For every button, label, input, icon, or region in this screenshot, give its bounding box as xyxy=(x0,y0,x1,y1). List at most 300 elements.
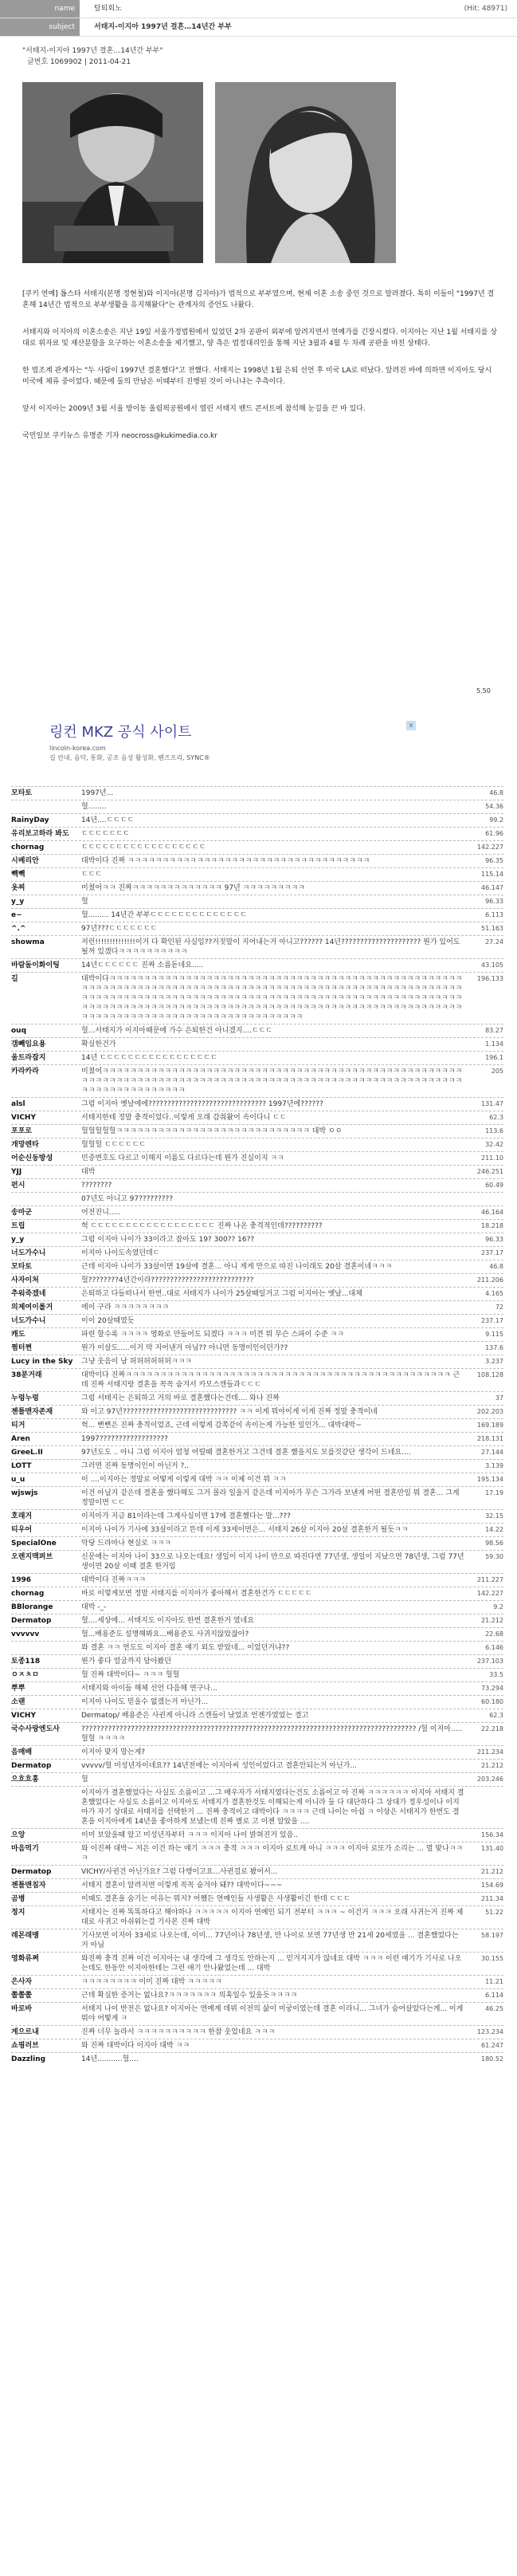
comment-author[interactable]: 으앙 xyxy=(11,1831,25,1839)
comment-ip: 62.3 xyxy=(489,1712,503,1719)
comment-row xyxy=(11,972,503,1024)
comment-author[interactable]: wjswjs xyxy=(11,1489,38,1497)
comment-author[interactable]: 유리보고하라 봐도 xyxy=(11,830,69,838)
comment-author[interactable]: YJJ xyxy=(11,1168,22,1176)
comment-author[interactable]: Aren xyxy=(11,1435,30,1443)
comment-row xyxy=(11,1300,503,1314)
comment-text: 서태지 결혼이 알려지면 이렇게 꼭꼭 숨겨야 돼?? 대박이다~~~ xyxy=(81,1882,283,1890)
comment-author[interactable]: RainyDay xyxy=(11,816,49,824)
comment-ip: 131.47 xyxy=(481,1100,503,1107)
comment-ip: 46.147 xyxy=(481,884,503,891)
comment-ip: 96.35 xyxy=(485,857,503,864)
comment-ip: 73.294 xyxy=(481,1685,503,1692)
comment-row xyxy=(11,1929,503,1952)
comment-text: 이지아 나이도 믿을수 없겠는거 아닌가... xyxy=(81,1698,209,1706)
comment-ip: 46.8 xyxy=(489,1263,503,1270)
comment-text: 파련 할수록 ㅋㅋㅋㅋ 영화로 만들어도 되겠다 ㅋㅋㅋ 미견 뭐 무슨 스파이 수준 ㅋㅋ xyxy=(81,1331,344,1339)
comment-author[interactable]: 소랜 xyxy=(11,1698,25,1706)
comment-text: 헐...서태지가 이지아때문에 가수 은퇴한건 아니겠지....ㄷㄷㄷ xyxy=(81,1027,273,1035)
comment-text: 저런!!!!!!!!!!!!!!이거 다 확인된 사실임??거짓말이 지어내는거 아니고?????? 14년????????????????????? 뭔가 있어도 될꺼 있겠다ㅋㅋㅋㅋㅋㅋㅋㅋㅋㅋ xyxy=(81,938,463,956)
comment-text: 와 이고 97년?????????????????????????????? ㅋㅋ 이게 뭐야이게 이게 진짜 정말 충격이네 xyxy=(81,1408,378,1416)
comment-author[interactable]: 젠틀맨침자 xyxy=(11,1882,46,1890)
comment-ip: 6.113 xyxy=(485,911,503,918)
comment-ip: 61.247 xyxy=(481,2042,503,2049)
comment-author[interactable]: 카라카라 xyxy=(11,1068,39,1076)
comment-row xyxy=(11,1192,503,1205)
comment-ip: 58.197 xyxy=(481,1932,503,1939)
comment-text: 헉 ㄷㄷㄷㄷㄷㄷㄷㄷㄷㄷㄷㄷㄷㄷㄷㄷㄷㄷ 진짜 나온 충격적인데?????????? xyxy=(81,1222,323,1230)
comment-text: Dermatop/ 배용준은 사귄게 아니라 스캔들이 났었죠 언젠가였었는 결고 xyxy=(81,1712,309,1720)
comment-author[interactable]: 펀시 xyxy=(11,1182,25,1190)
comment-row xyxy=(11,2002,503,2025)
comment-author[interactable]: 국수사랑엔도사 xyxy=(11,1725,60,1733)
comment-author[interactable]: 영화류쪄 xyxy=(11,1955,39,1963)
comment-ip: 211.234 xyxy=(476,1748,503,1756)
comment-author[interactable]: 빽빽 xyxy=(11,871,25,879)
comment-row xyxy=(11,1905,503,1929)
comment-author[interactable]: 송마군 xyxy=(11,1209,33,1217)
comment-ip: 3.139 xyxy=(485,1462,503,1469)
comment-ip: 237.17 xyxy=(481,1249,503,1257)
comment-text: 근데 확실한 증거는 없나요?ㅋㅋㅋㅋㅋㅋㅋ 의혹일수 있을듯ㅋㅋㅋㅋ xyxy=(81,1992,298,2000)
comment-author[interactable]: Dermatop xyxy=(11,1617,52,1625)
article-paragraph: 앞서 이지아는 2009년 3월 서울 방이동 올림픽공원에서 열린 서태지 밴드 콘서트에 참석해 눈길을 끈 바 있다. xyxy=(22,405,366,413)
comment-text: 그럼 이지아 옛날에에??????????????????????????????? 1997년에?????? xyxy=(81,1100,323,1108)
comment-text: 헐 xyxy=(81,1776,88,1784)
article-info-line: 글번호 1069902 | 2011-04-21 xyxy=(27,58,131,66)
comment-row xyxy=(11,800,503,813)
comment-author[interactable]: BBlorange xyxy=(11,1603,53,1611)
comment-author[interactable]: 뿌뿌 xyxy=(11,1685,25,1693)
ad-banner[interactable] xyxy=(49,721,416,769)
comment-ip: 22.68 xyxy=(485,1630,503,1638)
comment-ip: 1.134 xyxy=(485,1040,503,1048)
comment-ip: 61.96 xyxy=(485,830,503,837)
comment-author[interactable]: ouq xyxy=(11,1027,27,1035)
comment-text: 신문에는 이지아 나이 33으로 나오는데요! 생일이 이지 나이 만으로 따진다면 77년생, 생일이 지났으면 78년생, 그럼 77년생이면 20살 이때 결혼 한거임 xyxy=(81,1553,464,1571)
comment-ip: 60.180 xyxy=(481,1698,503,1705)
comment-ip: 205 xyxy=(491,1068,503,1075)
comment-ip: 195.134 xyxy=(476,1476,503,1483)
name-label: name xyxy=(0,0,80,18)
comment-author[interactable]: vvvvvv xyxy=(11,1630,40,1638)
comment-author[interactable]: Dermatop xyxy=(11,1762,52,1770)
comment-ip: 11.21 xyxy=(485,1978,503,1985)
comment-row xyxy=(11,1355,503,1368)
comment-ip: 51.22 xyxy=(485,1909,503,1916)
comment-row xyxy=(11,1178,503,1192)
comment-row xyxy=(11,1772,503,1786)
comment-author[interactable]: alsl xyxy=(11,1100,25,1108)
comment-text: 대박이다 진짜ㅋㅋㅋㅋㅋㅋㅋㅋㅋㅋㅋㅋㅋㅋㅋㅋㅋㅋㅋㅋㅋㅋㅋㅋㅋㅋㅋㅋㅋㅋㅋㅋㅋㅋㅋㅋㅋㅋㅋㅋㅋㅋㅋㅋㅋㅋㅋ 근데 진짜 서태지랑 결혼을 꼭꼭 숨겨서 카모스캔들과ㄷㄷㄷ xyxy=(81,1371,460,1389)
comment-text: 헐헐헐헐헐ㅋㅋㅋㅋㅋㅋㅋㅋㅋㅋㅋㅋㅋㅋㅋㅋㅋㅋㅋㅋㅋㅋㅋㅋㅋㅋㅋㅋ 대박 ㅇㅇ xyxy=(81,1127,343,1135)
comment-row xyxy=(11,1473,503,1486)
comment-text: 와 결혼 ㅋㅋ 연도도 이지아 결혼 얘기 외도 받았네... 이었던거냐?? xyxy=(81,1644,290,1652)
comment-text: 이지아 나이도속였던데ㄷ xyxy=(81,1249,160,1257)
comment-row xyxy=(11,1627,503,1641)
comment-author[interactable]: 호래거 xyxy=(11,1512,33,1520)
comment-row xyxy=(11,1536,503,1550)
comment-text: 이 ....이지아는 정말로 어떻게 이렇게 대박 ㅋㅋ 이제 이건 뭐 ㅋㅋ xyxy=(81,1476,287,1484)
comment-author[interactable]: 1996 xyxy=(11,1576,32,1584)
comment-row xyxy=(11,1745,503,1759)
comment-text: 헉... 뻔뻔은 진짜 충격이었죠, 근데 이렇게 감쪽같이 속이는게 가능한 일인가... 대박대박~ xyxy=(81,1422,362,1430)
comment-row xyxy=(11,1037,503,1051)
article-title-line: "서태지-이지아 1997년 결혼…14년간 부부" xyxy=(22,47,163,55)
comment-author[interactable]: 갬빼임요용 xyxy=(11,1040,46,1048)
comment-row xyxy=(11,1722,503,1745)
comment-ip: 43.105 xyxy=(481,962,503,969)
comment-row xyxy=(11,922,503,935)
comment-text: 악당 드라마나 현실로 ㅋㅋㅋ xyxy=(81,1540,171,1548)
comment-row xyxy=(11,2052,503,2066)
comment-row xyxy=(11,1641,503,1654)
comment-author[interactable]: 으흐흐흥 xyxy=(11,1776,39,1784)
comment-author[interactable]: 누렁누렁 xyxy=(11,1394,39,1402)
comment-author[interactable]: 울트라잡지 xyxy=(11,1054,46,1062)
comment-text: 미쳤어ㅋㅋㅋㅋㅋㅋㅋㅋㅋㅋㅋㅋㅋㅋㅋㅋㅋㅋㅋㅋㅋㅋㅋㅋㅋㅋㅋㅋㅋㅋㅋㅋㅋㅋㅋㅋㅋㅋㅋㅋㅋㅋㅋㅋㅋㅋㅋㅋㅋㅋㅋㅋㅋㅋㅋㅋㅋㅋㅋㅋㅋㅋㅋㅋㅋㅋㅋㅋㅋㅋㅋㅋㅋㅋㅋㅋㅋㅋㅋㅋㅋㅋㅋㅋㅋㅋㅋㅋㅋㅋㅋㅋㅋㅋㅋㅋㅋㅋㅋㅋㅋㅋㅋㅋㅋㅋㅋㅋㅋㅋㅋㅋㅋㅋㅋㅋㅋㅋㅋㅋㅋㅋ xyxy=(81,1068,463,1095)
comment-author[interactable]: 개망렌타 xyxy=(11,1141,39,1149)
comment-author[interactable]: Dazzling xyxy=(11,2055,46,2063)
comment-ip: 131.40 xyxy=(481,1845,503,1852)
comment-text: 이건 아닐거 같은데 결혼을 했다해도 그거 몰라 일을거 같은데 이지아가 무슨 그가라 보낸게 어떤 결혼만일 뭐 결혼... 그게 정말이면 ㄷㄷ xyxy=(81,1489,462,1507)
comment-text: 서태지와 아이들 해체 선언 다음해 연구나... xyxy=(81,1685,217,1693)
comment-text: 민중변호도 다르고 이해지 이름도 다르다는데 뭔가 진실이지 ㅋㅋ xyxy=(81,1154,284,1162)
comment-author[interactable]: 티거 xyxy=(11,1422,25,1430)
comment-author[interactable]: ^.^ xyxy=(11,925,26,933)
comment-row xyxy=(11,895,503,908)
comment-author[interactable]: VICHY xyxy=(11,1114,36,1122)
comment-author[interactable]: y_y xyxy=(11,1236,25,1244)
comment-ip: 113.6 xyxy=(485,1127,503,1135)
comment-author[interactable]: 곰병 xyxy=(11,1895,25,1903)
comment-ip: 211.10 xyxy=(481,1154,503,1162)
comment-row xyxy=(11,1024,503,1037)
comment-author[interactable]: 의제여이롤거 xyxy=(11,1304,53,1312)
ad-close-icon[interactable]: x xyxy=(406,721,416,730)
comment-row xyxy=(11,1124,503,1138)
comment-text: 14년 ㄷㄷㄷㄷㄷㄷㄷㄷㄷㄷㄷㄷㄷㄷㄷㄷㄷ xyxy=(81,1054,217,1062)
comment-text: 그럼 서태지는 은퇴하고 거의 바로 결혼했다는건데.... 와나 진짜 xyxy=(81,1394,280,1402)
comment-ip: 32.15 xyxy=(485,1512,503,1520)
comment-row xyxy=(11,1523,503,1536)
comment-text: 이미 보았을때 알고 미성년자부터 ㅋㅋㅋ 이지아 나이 밝혀진거 있음.. xyxy=(81,1831,299,1839)
comment-text: 14년...........헐.... xyxy=(81,2055,139,2063)
comment-row xyxy=(11,1892,503,1905)
comment-author[interactable]: 추워죽겠네 xyxy=(11,1290,46,1298)
comment-author[interactable]: 38분거래 xyxy=(11,1371,42,1379)
comment-author[interactable]: 모타토 xyxy=(11,789,33,797)
comment-ip: 33.5 xyxy=(489,1671,503,1678)
comment-text: 헐 xyxy=(81,898,88,906)
comment-ip: 237.17 xyxy=(481,1317,503,1324)
comment-text: 서태지 나이 반전은 없나요? 이지아는 연예계 데뷔 이전의 삶이 미궁이였는데 결혼 이라니... 그녀가 숨어살았다는게... 이게 뭐야 어떻게 ㅋ xyxy=(81,2005,466,2023)
comment-author[interactable]: GreeL.II xyxy=(11,1449,43,1457)
subject-title: 서태지-이지아 1997년 결혼…14년간 부부 xyxy=(94,23,232,31)
comment-row xyxy=(11,1573,503,1587)
comment-ip: 142.227 xyxy=(476,844,503,851)
comment-author[interactable]: u_u xyxy=(11,1476,25,1484)
comment-text: 그럼 이지아 나이가 33이라고 잡아도 19? 300?? 16?? xyxy=(81,1236,255,1244)
comment-text: 바로 이렇게보면 정말 서태지를 이지아가 좋아해서 결혼한건가 ㄷㄷㄷㄷㄷ xyxy=(81,1590,312,1598)
comment-ip: 9.2 xyxy=(493,1603,503,1610)
comment-text: 1997?????????????????? xyxy=(81,1435,168,1443)
comment-text: 이지아가 결혼했었다는 사실도 소름이고 ...그 배우자가 서태지였다는건도 소름이고 아 진짜 ㅋㅋㅋㅋㅋㅋ 이지아 서태지 결혼했었다는 사실도 소름이고 이지아도 서태지가 결혼한것도 이해되는게 아니라 둘 다 대단하다 그 상대가 정우성이나 이지아가 자기 상대로 서태지를 선택한거 ... 진짜 충격이고 대박이다 ㅋㅋㅋㅋ 근데 나이는 아쉽 ㅋ 이상은 서태지가 한번도 결혼을 이지아에게 14년을 좋아하게 보냈는데 진짜 별로 고 이젠 알았을 .... xyxy=(81,1789,464,1826)
comment-row xyxy=(11,827,503,840)
author-name[interactable]: 탈퇴회노 xyxy=(94,5,122,13)
comment-ip: 99.2 xyxy=(489,816,503,824)
comment-ip: 21.212 xyxy=(481,1617,503,1624)
comment-author[interactable]: 너도가수니 xyxy=(11,1317,46,1325)
comment-text: 헐 진짜 대박이다~ ㅋㅋㅋ 헐헐 xyxy=(81,1671,180,1679)
comment-text: ???????????????????????????????????????????????????????????????????????????????????????? /헐 이지아.....헐헐 ㅋㅋㅋㅋ xyxy=(81,1725,463,1743)
comment-author[interactable]: Dermatop xyxy=(11,1868,52,1876)
comment-text: 미쳤어ㅋㅋ 진짜ㅋㅋㅋㅋㅋㅋㅋㅋㅋㅋㅋㅋㅋ 97년 ㅋㅋㅋㅋㅋㅋㅋㅋㅋ xyxy=(81,884,305,892)
comment-author[interactable]: 레몬래맹 xyxy=(11,1932,39,1940)
comment-ip: 32.42 xyxy=(485,1141,503,1148)
comment-row xyxy=(11,1432,503,1445)
comment-ip: 108.128 xyxy=(476,1371,503,1378)
comment-text: 14년ㄷㄷㄷㄷㄷㄷ 진짜 소름돋네요..... xyxy=(81,962,204,969)
comment-text: 진짜 너무 놀라서 ㅋㅋㅋㅋㅋㅋㅋㅋㅋㅋ 한참 웃었네요 ㅋㅋㅋ xyxy=(81,2028,276,2036)
comment-text: 이지아 맞지 말는게? xyxy=(81,1748,146,1756)
comment-ip: 17.19 xyxy=(485,1489,503,1496)
comment-row xyxy=(11,1550,503,1573)
comment-text: 와진짜 충격 진짜 이건 이지아는 내 생각에 그 생각도 안하는지 ... 믿겨지지가 않네요 대박 ㅋㅋㅋ 이런 얘기가 기사로 나오는데도 한동안 이지아한테는 그런 애기 안나왔었는데 ... 대박 xyxy=(81,1955,462,1972)
comment-ip: 21.212 xyxy=(481,1868,503,1875)
comment-row xyxy=(11,1975,503,1988)
comment-author[interactable]: 너도가수니 xyxy=(11,1249,46,1257)
comment-row xyxy=(11,1654,503,1668)
ad-title[interactable]: 링컨 MKZ 공식 사이트 xyxy=(49,724,192,741)
comment-ip: 169.189 xyxy=(476,1422,503,1429)
comment-row xyxy=(11,1865,503,1878)
comment-text: 헐????????4년간이라??????????????????????????? xyxy=(81,1276,254,1284)
comment-ip: 37 xyxy=(495,1394,503,1402)
comment-row xyxy=(11,786,503,800)
comment-text: 뭔가 이살도.....이거 막 지어낸거 아님?? 아니면 동명이인이던가?? xyxy=(81,1344,288,1352)
comment-ip: 27.24 xyxy=(485,938,503,946)
comment-author[interactable]: e~ xyxy=(11,911,22,919)
comment-author[interactable]: 사자이처 xyxy=(11,1276,39,1284)
comment-author[interactable]: 옷찌 xyxy=(11,884,25,892)
comment-ip: 211.227 xyxy=(476,1576,503,1583)
comment-text: 헐헐헐 ㄷㄷㄷㄷㄷㄷ xyxy=(81,1141,147,1149)
comment-author[interactable]: 길 xyxy=(11,975,18,983)
comment-ip: 46.8 xyxy=(489,789,503,796)
hit-count: (Hit: 48971) xyxy=(464,5,507,13)
comment-row xyxy=(11,867,503,881)
comment-ip: 154.69 xyxy=(481,1882,503,1889)
comment-author[interactable]: ㅇㅈㅊㅁ xyxy=(11,1671,39,1679)
comment-row xyxy=(11,1668,503,1681)
comment-ip: 22.218 xyxy=(481,1725,503,1732)
comment-text: 대박이다 진짜ㅋㅋㅋ xyxy=(81,1576,147,1584)
comment-author[interactable]: 오렌지맥퍼브 xyxy=(11,1553,53,1561)
comment-row xyxy=(11,1233,503,1246)
comment-text: 대박 xyxy=(81,1168,96,1176)
comment-ip: 72 xyxy=(495,1304,503,1311)
comment-author[interactable]: SpecialOne xyxy=(11,1540,57,1548)
comment-author[interactable]: 음매배 xyxy=(11,1748,33,1756)
comment-ip: 18.218 xyxy=(481,1222,503,1229)
comment-text: 근데 이지아 나이가 33살이면 19살에 결혼... 아니 게게 만으로 따진 나이래도 20살 결혼이네ㅋㅋㅋ xyxy=(81,1263,393,1271)
comment-author[interactable]: 젠틀맨자존재 xyxy=(11,1408,53,1416)
comment-text: 와 진짜 대박이다 이지아 대박 ㅋㅋ xyxy=(81,2042,190,2050)
comment-row xyxy=(11,840,503,854)
comment-author[interactable]: 모타토 xyxy=(11,1263,33,1271)
comment-ip: 123.234 xyxy=(476,2028,503,2035)
comment-text: 헐...배용준도 설명해봐요...배용준도 사귀지않았잖아? xyxy=(81,1630,249,1638)
article-paragraph: 서태지와 이지아의 이혼소송은 지난 19일 서울가정법원에서 있었던 2차 공판이 외부에 알려지면서 연예가를 긴장시켰다. 이지아는 지난 1월 서태지를 상대로 위자료 및 재산분할을 요구하는 이혼소송을 제기했고, 양 측은 법정대리인을 통해 지난 3월과 4월 두 차례 공판을 마친 상태다. xyxy=(22,328,498,348)
comment-row xyxy=(11,1709,503,1722)
comment-row xyxy=(11,1260,503,1273)
comment-row xyxy=(11,1287,503,1300)
comment-author[interactable]: 어순신동방성 xyxy=(11,1154,53,1162)
comment-ip: 115.14 xyxy=(481,871,503,878)
comment-text: 14년....ㄷㄷㄷㄷ xyxy=(81,816,135,824)
comment-row xyxy=(11,1051,503,1064)
comment-row xyxy=(11,1681,503,1695)
comment-text: 서태지한테 정말 충격이었다..이렇게 오래 감춰왔어 속이다니 ㄷㄷ xyxy=(81,1114,287,1122)
ad-url[interactable]: lincoln-korea.com xyxy=(49,745,106,752)
comment-row xyxy=(11,1786,503,1828)
comment-author[interactable]: 마음먹기 xyxy=(11,1845,39,1853)
comment-row xyxy=(11,1988,503,2002)
comment-row xyxy=(11,1138,503,1151)
comment-ip: 83.27 xyxy=(485,1027,503,1034)
comment-author[interactable]: 티우어 xyxy=(11,1526,33,1534)
comment-list xyxy=(11,786,503,2066)
subject-label: subject xyxy=(0,18,80,36)
comment-row xyxy=(11,1246,503,1260)
comment-author[interactable]: 게으르내 xyxy=(11,2028,39,2036)
comment-row xyxy=(11,1600,503,1614)
comment-author[interactable]: chornag xyxy=(11,1590,45,1598)
comment-author[interactable]: 은사자 xyxy=(11,1978,33,1986)
comment-ip: 218.131 xyxy=(476,1435,503,1442)
comment-text: 07년도 아니고 97????????? xyxy=(81,1195,174,1203)
article-body xyxy=(22,289,500,458)
comment-row xyxy=(11,1459,503,1473)
comment-text: ㄷㄷㄷㄷㄷㄷㄷㄷㄷㄷㄷㄷㄷㄷㄷㄷㄷㄷ xyxy=(81,844,206,851)
comment-author[interactable]: Lucy in the Sky xyxy=(11,1358,73,1366)
comment-ip: 46.25 xyxy=(485,2005,503,2012)
comment-row xyxy=(11,2025,503,2039)
comment-ip: 54.36 xyxy=(485,803,503,810)
comment-text: 대박 -_- xyxy=(81,1603,107,1611)
comment-author[interactable]: 바로바 xyxy=(11,2005,33,2013)
comment-ip: 246.251 xyxy=(476,1168,503,1175)
comment-author[interactable]: 바람돌이화이팅 xyxy=(11,962,60,969)
comment-ip: 60.49 xyxy=(485,1182,503,1189)
comment-author[interactable]: 정지 xyxy=(11,1909,25,1917)
comment-author[interactable]: VICHY xyxy=(11,1712,36,1720)
comment-text: 97년도도 .. 아니 그럼 이지아 엄청 어릴때 결혼한거고 그건데 결혼 했을지도 모를것같단 생각이 드네요.... xyxy=(81,1449,411,1457)
comment-row xyxy=(11,1273,503,1287)
comment-text: 그러면 진짜 동명이인이 아닌거 ?.. xyxy=(81,1462,189,1470)
comment-author[interactable]: 포포로 xyxy=(11,1127,33,1135)
comment-ip: 46.164 xyxy=(481,1209,503,1216)
comment-ip: 21.212 xyxy=(481,1762,503,1769)
comment-text: 대박이다ㅋㅋㅋㅋㅋㅋㅋㅋㅋㅋㅋㅋㅋㅋㅋㅋㅋㅋㅋㅋㅋㅋㅋㅋㅋㅋㅋㅋㅋㅋㅋㅋㅋㅋㅋㅋㅋㅋㅋㅋㅋㅋㅋㅋㅋㅋㅋㅋㅋㅋㅋㅋㅋㅋㅋㅋㅋㅋㅋㅋㅋㅋㅋㅋㅋㅋㅋㅋㅋㅋㅋㅋㅋㅋㅋㅋㅋㅋㅋㅋㅋㅋㅋㅋㅋㅋㅋㅋㅋㅋㅋㅋㅋㅋㅋㅋㅋㅋㅋㅋㅋㅋㅋㅋㅋㅋㅋㅋㅋㅋㅋㅋㅋㅋㅋㅋㅋㅋㅋㅋㅋㅋㅋㅋㅋㅋㅋㅋㅋㅋㅋㅋㅋㅋㅋㅋㅋㅋㅋㅋㅋㅋㅋㅋㅋㅋㅋㅋㅋㅋㅋㅋㅋㅋㅋㅋㅋㅋㅋㅋㅋㅋㅋㅋㅋㅋㅋㅋㅋㅋㅋㅋㅋㅋㅋㅋㅋㅋㅋㅋㅋㅋㅋㅋㅋㅋㅋㅋㅋㅋㅋㅋㅋㅋㅋㅋㅋㅋㅋㅋㅋㅋㅋㅋㅋㅋㅋㅋㅋㅋㅋㅋㅋㅋㅋㅋㅋㅋㅋㅋㅋㅋㅋㅋㅋㅋㅋㅋㅋㅋㅋㅋㅋㅋㅋㅋㅋㅋㅋㅋㅋㅋㅋㅋㅋㅋㅋㅋ xyxy=(81,975,463,1021)
comment-author[interactable]: 캐도 xyxy=(11,1331,25,1339)
comment-author[interactable]: chornag xyxy=(11,844,45,851)
comment-text: 헐....세상에... 서태지도 이지아도 한번 결혼한거 였네요 xyxy=(81,1617,254,1625)
comment-ip: 30.155 xyxy=(481,1955,503,1962)
comment-author[interactable]: 쩜터쪈 xyxy=(11,1344,33,1352)
comment-row xyxy=(11,1486,503,1509)
subject-row xyxy=(0,18,517,37)
scale-badge: 5.50 xyxy=(476,687,491,694)
comment-row xyxy=(11,1341,503,1355)
comment-text: 서태지는 진짜 똑똑하다고 해야하나 ㅋㅋㅋㅋㅋ 이지아 연예인 되기 전부터 ㅋㅋㅋ ~ 이건거 ㅋㅋㅋ 오래 사귀는거 진짜 제대로 사귀고 아쉬워는걸 기사본 진짜 대박 xyxy=(81,1909,464,1926)
comment-row xyxy=(11,1327,503,1341)
comment-author[interactable]: LOTT xyxy=(11,1462,32,1470)
comment-row xyxy=(11,1111,503,1124)
comment-author[interactable]: 토종118 xyxy=(11,1658,41,1666)
comment-author[interactable]: 시베리안 xyxy=(11,857,39,865)
comment-row xyxy=(11,1878,503,1892)
comment-row xyxy=(11,881,503,895)
comment-text: VICHY/사귄건 아닌가요? 그럼 다행이고요...사귄걸로 봤어서... xyxy=(81,1868,278,1876)
comment-row xyxy=(11,958,503,972)
comment-row xyxy=(11,908,503,922)
comment-ip: 96.33 xyxy=(485,898,503,905)
comment-text: 어전진니..... xyxy=(81,1209,121,1217)
comment-text: vvvvv/헐 미성년자이네요?? 14년전에는 이지아씨 성인이었다고 결혼안되는거 아닌가... xyxy=(81,1762,357,1770)
comment-ip: 51.163 xyxy=(481,925,503,932)
comment-text: 1997년... xyxy=(81,789,114,797)
ad-description: 길 안내, 음악, 통화, 공조 음성 활성화, 핸즈프리, SYNC® xyxy=(49,754,210,761)
comment-text: ㄷㄷㄷ xyxy=(81,871,103,879)
comment-row xyxy=(11,1314,503,1327)
comment-ip: 137.6 xyxy=(485,1344,503,1351)
comment-author[interactable]: 트립 xyxy=(11,1222,25,1230)
comment-text: 이때도 결혼을 숨기는 이유는 뭐지? 어쨌든 연예인들 사생활은 사생활이긴 한데 ㄷㄷㄷ xyxy=(81,1895,351,1903)
comment-text: 이지아 나이가 기사에 33살이라고 뜬데 이게 33세이면은... 서태지 26살 이지아 20살 결혼한거 될듯ㅋㅋ xyxy=(81,1526,409,1534)
comment-author[interactable]: showma xyxy=(11,938,45,946)
comment-text: 헐........ xyxy=(81,803,107,811)
comment-text: ㅋㅋㅋㅋㅋㅋㅋㅋ 이미 진짜 대박 ㅋㅋㅋㅋㅋ xyxy=(81,1978,222,1986)
comment-ip: 98.56 xyxy=(485,1540,503,1547)
comment-text: ???????? xyxy=(81,1182,112,1190)
comment-ip: 27.144 xyxy=(481,1449,503,1456)
comment-row xyxy=(11,1151,503,1165)
comment-row xyxy=(11,1952,503,1975)
comment-text: 에이 구라 ㅋㅋㅋㅋㅋㅋㅋㅋ xyxy=(81,1304,170,1312)
comment-ip: 203.246 xyxy=(476,1776,503,1783)
comment-ip: 59.30 xyxy=(485,1553,503,1560)
comment-row xyxy=(11,1695,503,1709)
comment-text: 이지아가 지금 81이라는데 그게사실이면 17에 결혼했다는 말...??? xyxy=(81,1512,291,1520)
comment-row xyxy=(11,1614,503,1627)
comment-ip: 211.206 xyxy=(476,1276,503,1284)
comment-ip: 142.227 xyxy=(476,1590,503,1597)
comment-ip: 4.165 xyxy=(485,1290,503,1297)
comment-author[interactable]: y_y xyxy=(11,898,25,906)
comment-row xyxy=(11,1097,503,1111)
comment-author[interactable]: 쇼핑러브 xyxy=(11,2042,39,2050)
comment-text: 은퇴하고 다들떠나서 한번..대로 서태지가 나이가 25살때일거고 그럼 이지아는 옛날...대체 xyxy=(81,1290,362,1298)
comment-row xyxy=(11,1405,503,1418)
comment-ip: 62.3 xyxy=(489,1114,503,1121)
comment-row xyxy=(11,1418,503,1432)
name-row xyxy=(0,0,517,18)
comment-row xyxy=(11,935,503,958)
comment-author[interactable]: 쫄쫄쫄 xyxy=(11,1992,33,2000)
comment-text: 뭔가 좋다 얼굴까지 달아봤던 xyxy=(81,1658,171,1666)
